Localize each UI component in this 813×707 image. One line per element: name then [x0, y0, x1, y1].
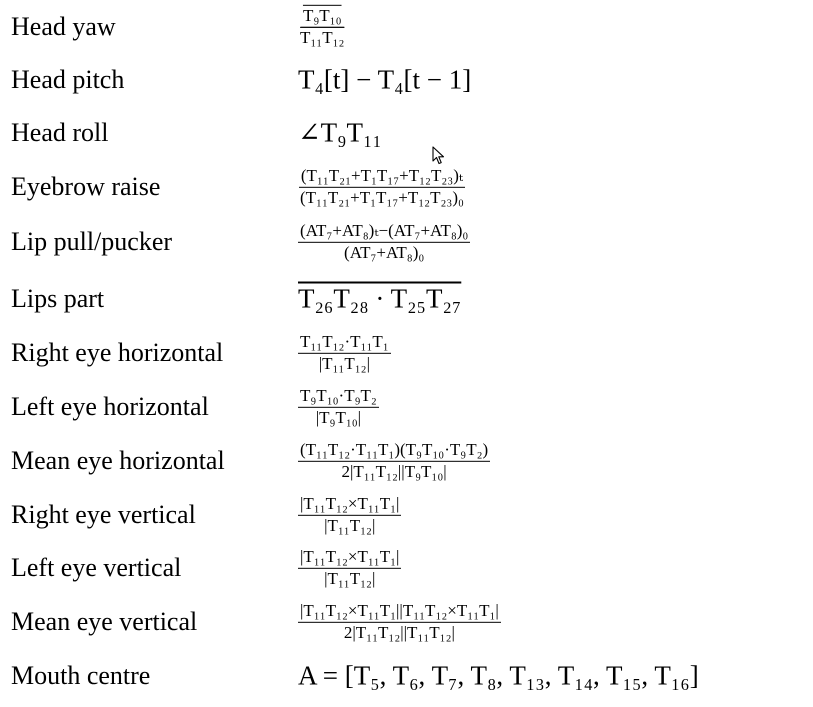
denominator: 2|T₁₁T₁₂||T₁₁T₁₂| [343, 622, 455, 642]
row-label: Right eye vertical [11, 500, 196, 529]
formula [298, 167, 466, 207]
table-row [0, 434, 813, 488]
formula [298, 602, 501, 642]
fraction [298, 7, 346, 47]
table-row [0, 53, 813, 107]
denominator: (AT₇+AT₈)₀ [344, 242, 425, 262]
mouse-pointer-icon [432, 146, 446, 166]
numerator: T₁₁T₁₂·T₁₁T₁ [298, 333, 391, 354]
numerator: |T₁₁T₁₂×T₁₁T₁||T₁₁T₁₂×T₁₁T₁| [298, 602, 501, 623]
numerator: T₉T₁₀·T₉T₂ [298, 387, 379, 408]
row-label: Lip pull/pucker [11, 227, 173, 256]
numerator: |T₁₁T₁₂×T₁₁T₁| [298, 495, 401, 516]
table-row [0, 649, 813, 703]
table-row [0, 215, 813, 269]
row-label: Head yaw [11, 12, 116, 41]
numerator: T₉T₁₀ [301, 7, 344, 28]
fraction [298, 441, 490, 481]
denominator: T₁₁T₁₂ [300, 27, 345, 47]
formula: ∠T₉T₁₁ [298, 117, 382, 148]
numerator: |T₁₁T₁₂×T₁₁T₁| [298, 548, 401, 569]
formula [298, 495, 401, 535]
table-row [0, 380, 813, 434]
denominator: |T₁₁T₁₂| [324, 515, 376, 535]
table-row [0, 106, 813, 160]
formula [298, 7, 346, 47]
formula: T₄[t] − T₄[t − 1] [298, 64, 472, 95]
table-row [0, 488, 813, 542]
row-label: Left eye vertical [11, 553, 182, 582]
denominator: (T₁₁T₂₁+T₁T₁₇+T₁₂T₂₃)₀ [300, 187, 464, 207]
fraction [298, 167, 466, 207]
table-row [0, 160, 813, 214]
denominator: 2|T₁₁T₁₂||T₉T₁₀| [341, 461, 447, 481]
formula: A = [T₅, T₆, T₇, T₈, T₁₃, T₁₄, T₁₅, T₁₆] [298, 660, 699, 691]
fraction [298, 602, 501, 642]
formula [298, 222, 470, 262]
formula [298, 333, 391, 373]
table-row [0, 595, 813, 649]
formula: T₂₆T₂₈ · T₂₅T₂₇ [298, 283, 462, 314]
numerator: (T₁₁T₂₁+T₁T₁₇+T₁₂T₂₃)ₜ [299, 167, 465, 188]
formula [298, 548, 401, 588]
fraction [298, 548, 401, 588]
fraction [298, 495, 401, 535]
row-label: Mouth centre [11, 661, 151, 690]
row-label: Mean eye horizontal [11, 446, 225, 475]
denominator: |T₁₁T₁₂| [324, 568, 376, 588]
row-label: Head pitch [11, 65, 125, 94]
numerator: (T₁₁T₁₂·T₁₁T₁)(T₉T₁₀·T₉T₂) [298, 441, 490, 462]
row-label: Left eye horizontal [11, 392, 209, 421]
numerator: (AT₇+AT₈)ₜ−(AT₇+AT₈)₀ [298, 222, 470, 243]
formula [298, 441, 490, 481]
row-label: Head roll [11, 118, 109, 147]
table-row [0, 0, 813, 54]
denominator: |T₁₁T₁₂| [318, 353, 370, 373]
row-label: Mean eye vertical [11, 607, 198, 636]
table-row [0, 326, 813, 380]
fraction [298, 333, 391, 373]
row-label: Lips part [11, 284, 105, 313]
row-label: Eyebrow raise [11, 172, 161, 201]
table-row [0, 272, 813, 326]
table-row [0, 541, 813, 595]
formula [298, 387, 379, 427]
row-label: Right eye horizontal [11, 338, 224, 367]
fraction [298, 222, 470, 262]
fraction [298, 387, 379, 427]
denominator: |T₉T₁₀| [315, 407, 362, 427]
